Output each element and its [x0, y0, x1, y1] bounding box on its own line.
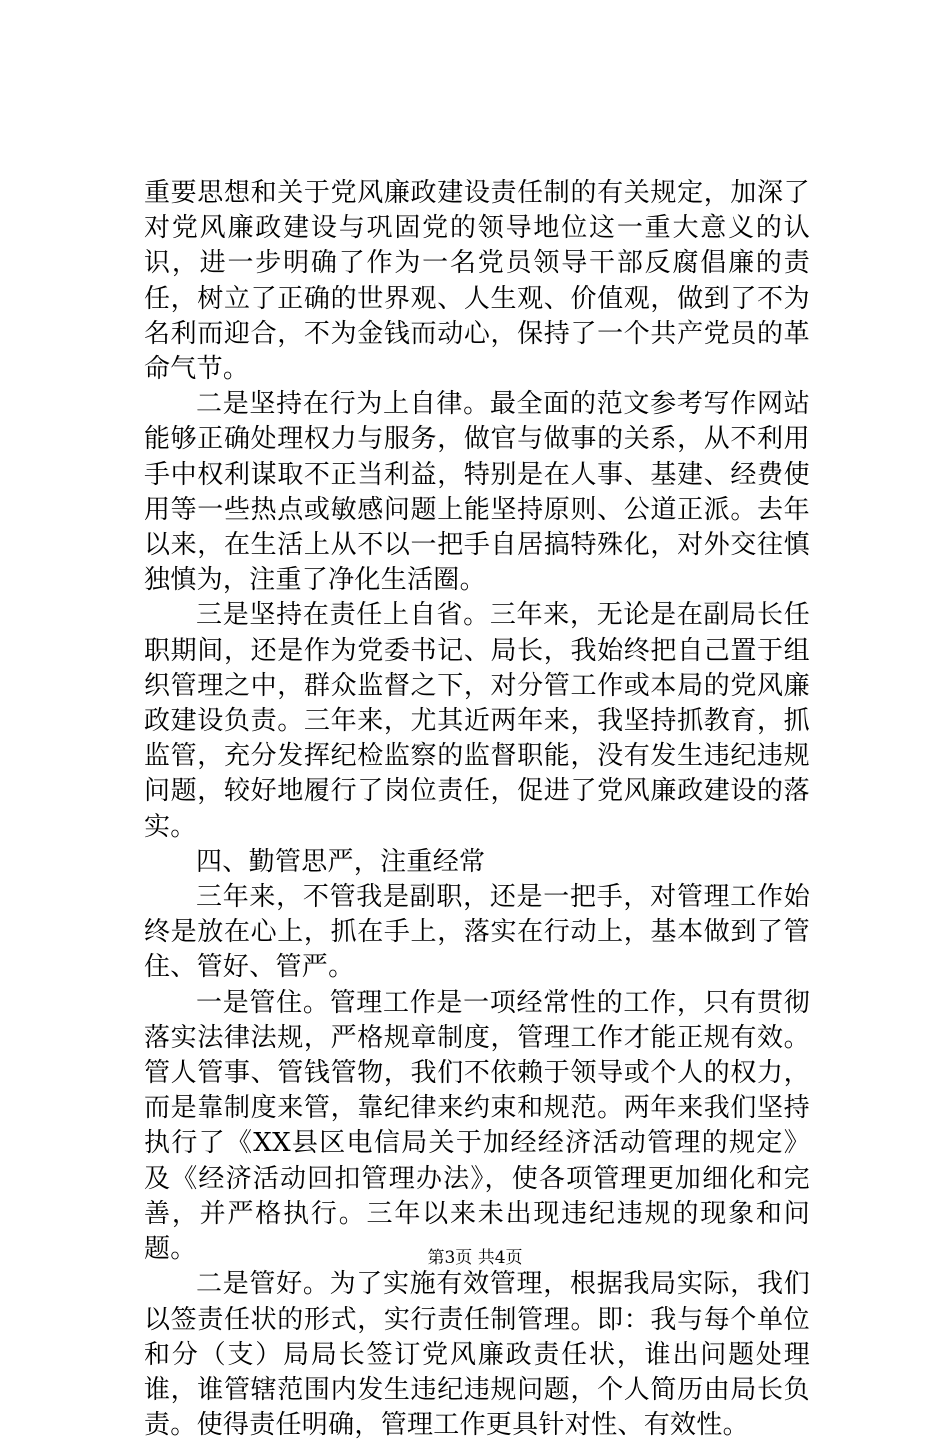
paragraph-6: 一是管住。管理工作是一项经常性的工作，只有贯彻落实法律法规，严格规章制度，管理工作才能正规有效。管人管事、管钱管物，我们不依赖于领导或个人的权力，而是靠制度来管，靠纪律来约束和规范。两年来我们坚持执行了《XX县区电信局关于加经经济活动管理的规定》及《经济活动回扣管理办法》，使各项管理更加细化和完善，并严格执行。三年以来未出现违纪违规的现象和问题。 — [144, 987, 810, 1265]
paragraph-7: 二是管好。为了实施有效管理，根据我局实际，我们以签责任状的形式，实行责任制管理。即：我与每个单位和分（支）局局长签订党风廉政责任状，谁出问题处理谁，谁管辖范围内发生违纪违规问题，个人简历由局长负责。使得责任明确，管理工作更具针对性、有效性。 — [144, 1269, 810, 1441]
paragraph-2: 二是坚持在行为上自律。最全面的范文参考写作网站能够正确处理权力与服务，做官与做事的关系，从不利用手中权利谋取不正当利益，特别是在人事、基建、经费使用等一些热点或敏感问题上能坚持原则、公道正派。去年以来，在生活上从不以一把手自居搞特殊化，对外交往慎独慎为，注重了净化生活圈。 — [144, 389, 810, 596]
section-heading-4: 四、勤管思严，注重经常 — [196, 846, 486, 877]
paragraph-5: 三年来，不管我是副职，还是一把手，对管理工作始终是放在心上，抓在手上，落实在行动上，基本做到了管住、管好、管严。 — [144, 882, 810, 983]
page-footer — [0, 1243, 950, 1268]
page-number-label: 第3页 共4页 — [427, 1248, 523, 1268]
paragraph-3: 三是坚持在责任上自省。三年来，无论是在副局长任职期间，还是作为党委书记、局长，我始终把自己置于组织管理之中，群众监督之下，对分管工作或本局的党风廉政建设负责。三年来，尤其近两年来，我坚持抓教育，抓监管，充分发挥纪检监察的监督职能，没有发生违纪违规问题，较好地履行了岗位责任，促进了党风廉政建设的落实。 — [144, 600, 810, 842]
paragraph-1: 重要思想和关于党风廉政建设责任制的有关规定，加深了对党风廉政建设与巩固党的领导地位这一重大意义的认识，进一步明确了作为一名党员领导干部反腐倡廉的责任，树立了正确的世界观、人生观、价值观，做到了不为名利而迎合，不为金钱而动心，保持了一个共产党员的革命气节。 — [144, 178, 810, 385]
